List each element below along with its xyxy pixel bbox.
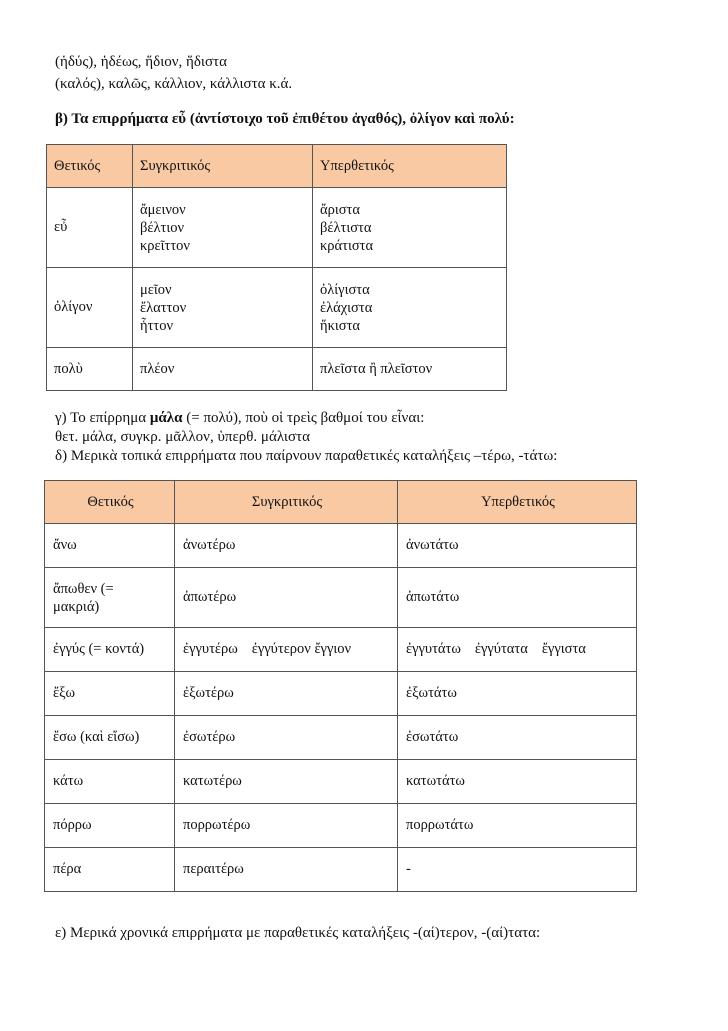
cell-form: κρεῖττον [140,237,190,254]
cell-form: ἥκιστα [320,317,361,334]
cell-positive [45,568,175,628]
cell-comparative: ἐσωτέρω [175,716,398,760]
cell-comparative [133,188,313,268]
table-row [47,268,507,348]
cell-text: ἄπωθεν (= [53,580,114,597]
intro-line-2: (καλός), καλῶς, κάλλιον, κάλλιστα κ.ά. [55,76,293,92]
cell-comparative: πορρωτέρω [175,804,398,848]
table-row [45,716,637,760]
cell-form: ὀλίγιστα [320,281,370,298]
table-local-adverbs [44,480,637,892]
cell-superlative [398,628,637,672]
table-row [45,848,637,892]
cell-positive: ἄνω [45,524,175,568]
cell-form: ἄμεινον [140,201,186,218]
cell-form: βέλτιον [140,219,185,236]
table-row [47,348,507,391]
section-e-heading: ε) Μερικά χρονικά επιρρήματα με παραθετικές καταλήξεις -(αί)τερον, -(αί)τατα: [55,925,541,941]
header-positive: Θετικός [47,145,133,188]
table-row [45,760,637,804]
cell-form: μεῖον [140,281,172,298]
table-row [47,188,507,268]
table-row [45,524,637,568]
cell-positive: πέρα [45,848,175,892]
cell-positive: ἔσω (καὶ εἴσω) [45,716,175,760]
header-positive: Θετικός [45,481,175,524]
cell-form: ἐγγυτέρω [183,641,238,657]
header-comparative: Συγκριτικός [133,145,313,188]
cell-comparative [133,268,313,348]
table-header-row [47,145,507,188]
cell-form: ἐγγύτατα [474,641,528,657]
cell-form: ἔγγιον [314,641,352,657]
cell-positive: πόρρω [45,804,175,848]
cell-form: ἐγγύτερον [251,641,311,657]
section-b-heading: β) Τα επιρρήματα εὖ (ἀντίστοιχο τοῦ ἐπιθέτου ἀγαθός), ὀλίγον καὶ πολύ: [55,111,515,127]
cell-form: ἐγγυτάτω [406,641,461,657]
cell-superlative: ἐξωτάτω [398,672,637,716]
cell-superlative: ἀνωτάτω [398,524,637,568]
cell-form: ἐλάχιστα [320,299,373,316]
table-row [45,628,637,672]
table-adverbs-degrees [46,144,507,391]
cell-positive: κάτω [45,760,175,804]
cell-comparative: κατωτέρω [175,760,398,804]
cell-positive: εὖ [47,188,133,268]
cell-positive: ὀλίγον [47,268,133,348]
cell-comparative: περαιτέρω [175,848,398,892]
section-c-text-rest: (= πολύ), ποὺ οἱ τρεὶς βαθμοί του εἶναι: [182,410,425,426]
cell-comparative: ἐξωτέρω [175,672,398,716]
cell-superlative [313,188,507,268]
table-row [45,804,637,848]
intro-line-1: (ἡδύς), ἡδέως, ἥδιον, ἥδιστα [55,54,227,70]
cell-form: κράτιστα [320,237,374,254]
cell-form: ἧττον [140,317,174,334]
section-c-line-1 [55,409,424,427]
cell-superlative: κατωτάτω [398,760,637,804]
cell-superlative: πορρωτάτω [398,804,637,848]
cell-form: ἔλαττον [140,299,187,316]
header-superlative: Υπερθετικός [398,481,637,524]
table-header-row [45,481,637,524]
cell-positive: ἐγγύς (= κοντά) [45,628,175,672]
cell-superlative: ἐσωτάτω [398,716,637,760]
section-c-bold-word: μάλα [149,410,183,426]
cell-superlative [313,268,507,348]
table-row [45,568,637,628]
cell-comparative: ἀπωτέρω [175,568,398,628]
cell-form: ἔγγιστα [541,641,586,657]
cell-positive: ἔξω [45,672,175,716]
section-c-text: γ) Το επίρρημα [55,410,150,426]
cell-form: βέλτιστα [320,219,372,236]
cell-form: ἄριστα [320,201,360,218]
cell-positive: πολὺ [47,348,133,391]
cell-text: μακριά) [53,598,100,615]
cell-comparative [175,628,398,672]
header-comparative: Συγκριτικός [175,481,398,524]
cell-superlative: πλεῖστα ἢ πλεῖστον [313,348,507,391]
section-d-heading: δ) Μερικὰ τοπικά επιρρήματα που παίρνουν παραθετικές καταλήξεις –τέρω, -τάτω: [55,448,558,464]
header-superlative: Υπερθετικός [313,145,507,188]
table-row [45,672,637,716]
cell-comparative: ἀνωτέρω [175,524,398,568]
cell-comparative: πλέον [133,348,313,391]
cell-superlative: - [398,848,637,892]
section-c-line-2: θετ. μάλα, συγκρ. μᾶλλον, ὑπερθ. μάλιστα [55,429,310,445]
cell-superlative: ἀπωτάτω [398,568,637,628]
